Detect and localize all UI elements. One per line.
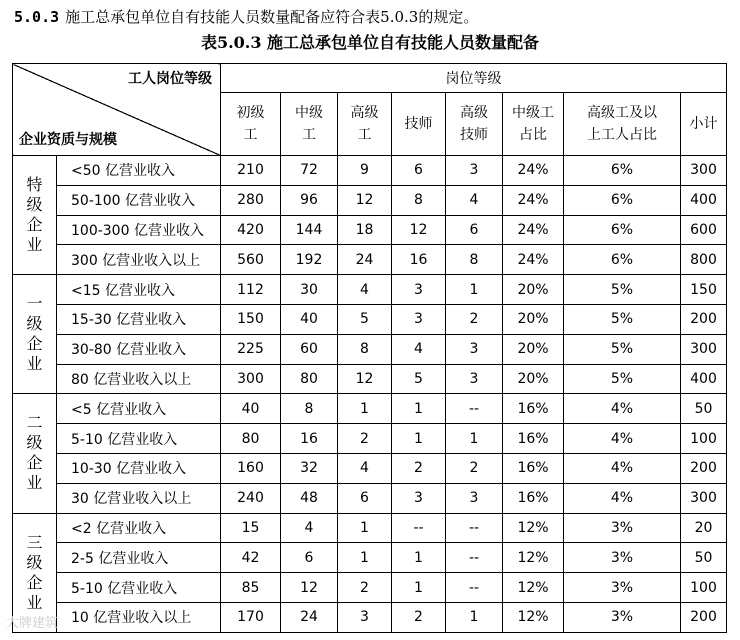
value-cell: -- [446, 573, 503, 603]
value-cell: 1 [446, 602, 503, 632]
table-title: 表5.0.3 施工总承包单位自有技能人员数量配备 [200, 33, 540, 52]
value-cell: 560 [221, 245, 281, 275]
value-cell: 85 [221, 573, 281, 603]
enterprise-grade-char: 级 [26, 314, 43, 334]
value-cell: 3 [392, 304, 446, 334]
enterprise-grade-char: 级 [26, 552, 43, 572]
table-row [13, 513, 727, 543]
value-cell: 6 [446, 215, 503, 245]
value-cell: 6% [564, 156, 681, 186]
value-cell: 2 [446, 304, 503, 334]
value-cell: 2 [338, 573, 392, 603]
value-cell: -- [446, 543, 503, 573]
scale-cell: 2-5 亿营业收入 [57, 543, 221, 573]
value-cell: 24% [503, 245, 564, 275]
value-cell: 1 [446, 424, 503, 454]
value-cell: 200 [681, 304, 727, 334]
diagonal-header-cell [13, 64, 221, 156]
value-cell: -- [392, 513, 446, 543]
value-cell: 200 [681, 453, 727, 483]
scale-cell: 300 亿营业收入以上 [57, 245, 221, 275]
value-cell: 8 [338, 334, 392, 364]
value-cell: 3 [446, 483, 503, 513]
value-cell: 80 [281, 364, 338, 394]
enterprise-grade-cell [13, 275, 57, 394]
value-cell: 20% [503, 275, 564, 305]
value-cell: 16 [281, 424, 338, 454]
enterprise-grade-cell [13, 156, 57, 275]
value-cell: 4% [564, 453, 681, 483]
value-cell: 1 [392, 573, 446, 603]
enterprise-grade-char: 企 [26, 334, 43, 354]
enterprise-grade-char: 一 [26, 294, 43, 314]
enterprise-grade-char: 企 [26, 572, 43, 592]
column-header-line: 初级 [236, 105, 265, 121]
value-cell: 300 [221, 364, 281, 394]
value-cell: 100 [681, 424, 727, 454]
header-worker-grade: 工人岗位等级 [128, 71, 212, 87]
value-cell: 48 [281, 483, 338, 513]
value-cell: 400 [681, 364, 727, 394]
value-cell: 9 [338, 156, 392, 186]
value-cell: 192 [281, 245, 338, 275]
value-cell: 80 [221, 424, 281, 454]
value-cell: 4% [564, 394, 681, 424]
enterprise-grade-char: 企 [26, 453, 43, 473]
value-cell: 4 [392, 334, 446, 364]
value-cell: 5% [564, 304, 681, 334]
value-cell: 1 [446, 275, 503, 305]
enterprise-grade-char: 三 [26, 532, 43, 552]
value-cell: 6 [281, 543, 338, 573]
scale-cell: <15 亿营业收入 [57, 275, 221, 305]
value-cell: 112 [221, 275, 281, 305]
value-cell: 12% [503, 602, 564, 632]
scale-cell: 30 亿营业收入以上 [57, 483, 221, 513]
header-enterprise-scale: 企业资质与规模 [19, 132, 117, 148]
column-header-line: 技师 [460, 127, 488, 143]
value-cell: 42 [221, 543, 281, 573]
value-cell: 300 [681, 334, 727, 364]
table-row [13, 483, 727, 513]
column-header-line: 占比 [519, 127, 547, 143]
scale-cell: <5 亿营业收入 [57, 394, 221, 424]
value-cell: 144 [281, 215, 338, 245]
value-cell: 24% [503, 215, 564, 245]
value-cell: 1 [338, 513, 392, 543]
table-row [13, 424, 727, 454]
value-cell: 300 [681, 156, 727, 186]
column-header-line: 工 [302, 127, 316, 143]
value-cell: 6 [338, 483, 392, 513]
value-cell: 3 [392, 483, 446, 513]
table-row [13, 185, 727, 215]
value-cell: 3 [392, 275, 446, 305]
enterprise-grade-char: 业 [26, 235, 43, 255]
enterprise-grade-char: 级 [26, 195, 43, 215]
clause-text: 施工总承包单位自有技能人员数量配备应符合表5.0.3的规定。 [65, 8, 479, 26]
table-row [13, 453, 727, 483]
value-cell: 3 [338, 602, 392, 632]
table-row [13, 602, 727, 632]
value-cell: 1 [392, 424, 446, 454]
value-cell: 3% [564, 573, 681, 603]
column-header-line: 技师 [404, 116, 433, 132]
value-cell: 160 [221, 453, 281, 483]
scale-cell: 15-30 亿营业收入 [57, 304, 221, 334]
value-cell: 60 [281, 334, 338, 364]
value-cell: 3 [446, 364, 503, 394]
value-cell: 30 [281, 275, 338, 305]
column-header [392, 93, 446, 156]
value-cell: 50 [681, 543, 727, 573]
value-cell: 300 [681, 483, 727, 513]
value-cell: 6 [392, 156, 446, 186]
value-cell: 5% [564, 334, 681, 364]
value-cell: 12 [392, 215, 446, 245]
scale-cell: 30-80 亿营业收入 [57, 334, 221, 364]
intro-paragraph [14, 6, 478, 27]
column-header-line: 中级工 [512, 105, 554, 121]
value-cell: 24 [281, 602, 338, 632]
value-cell: 24 [338, 245, 392, 275]
scale-cell: 5-10 亿营业收入 [57, 424, 221, 454]
watermark: 大牌建筑 [6, 616, 59, 631]
value-cell: 400 [681, 185, 727, 215]
value-cell: 4 [338, 275, 392, 305]
column-header [221, 93, 281, 156]
scale-cell: 10-30 亿营业收入 [57, 453, 221, 483]
value-cell: 12% [503, 513, 564, 543]
enterprise-grade-char: 级 [26, 433, 43, 453]
header-position-grade: 岗位等级 [221, 64, 727, 93]
value-cell: 4% [564, 424, 681, 454]
value-cell: 170 [221, 602, 281, 632]
value-cell: 15 [221, 513, 281, 543]
value-cell: 20% [503, 364, 564, 394]
value-cell: 150 [221, 304, 281, 334]
column-header [338, 93, 392, 156]
table-row [13, 394, 727, 424]
value-cell: 16 [392, 245, 446, 275]
value-cell: 40 [221, 394, 281, 424]
value-cell: 16% [503, 424, 564, 454]
value-cell: 16% [503, 483, 564, 513]
table-body [13, 156, 727, 633]
value-cell: 3 [446, 156, 503, 186]
value-cell: 24% [503, 156, 564, 186]
value-cell: 6% [564, 185, 681, 215]
table-row [13, 156, 727, 186]
value-cell: 16% [503, 453, 564, 483]
scale-cell: 5-10 亿营业收入 [57, 573, 221, 603]
column-header [503, 93, 564, 156]
value-cell: 3 [446, 334, 503, 364]
value-cell: 3% [564, 513, 681, 543]
table-row [13, 573, 727, 603]
column-header-line: 中级 [295, 105, 323, 121]
value-cell: 280 [221, 185, 281, 215]
enterprise-grade-char: 业 [26, 354, 43, 374]
column-header [446, 93, 503, 156]
enterprise-grade-char: 业 [26, 592, 43, 612]
value-cell: 12 [338, 185, 392, 215]
value-cell: 40 [281, 304, 338, 334]
value-cell: 600 [681, 215, 727, 245]
column-header-line: 工 [243, 127, 258, 143]
value-cell: 12% [503, 573, 564, 603]
value-cell: 5% [564, 275, 681, 305]
table-row [13, 543, 727, 573]
value-cell: 8 [281, 394, 338, 424]
value-cell: 100 [681, 573, 727, 603]
table-row [13, 245, 727, 275]
column-header [564, 93, 681, 156]
value-cell: -- [446, 394, 503, 424]
enterprise-grade-cell [13, 394, 57, 513]
value-cell: 3% [564, 602, 681, 632]
value-cell: 1 [392, 394, 446, 424]
value-cell: 420 [221, 215, 281, 245]
value-cell: 210 [221, 156, 281, 186]
value-cell: 4 [281, 513, 338, 543]
value-cell: 6% [564, 215, 681, 245]
value-cell: 12% [503, 543, 564, 573]
scale-cell: 100-300 亿营业收入 [57, 215, 221, 245]
value-cell: 8 [392, 185, 446, 215]
value-cell: 50 [681, 394, 727, 424]
staffing-table [12, 63, 727, 633]
value-cell: 1 [392, 543, 446, 573]
column-header-line: 小计 [689, 116, 718, 132]
value-cell: 2 [446, 453, 503, 483]
value-cell: 96 [281, 185, 338, 215]
column-header-line: 上工人占比 [587, 127, 657, 143]
value-cell: 24% [503, 185, 564, 215]
value-cell: 12 [281, 573, 338, 603]
enterprise-grade-char: 二 [26, 413, 43, 433]
scale-cell: <50 亿营业收入 [57, 156, 221, 186]
value-cell: 3% [564, 543, 681, 573]
enterprise-grade-char: 特 [26, 175, 43, 195]
column-header [281, 93, 338, 156]
value-cell: 18 [338, 215, 392, 245]
value-cell: 2 [338, 424, 392, 454]
column-header-line: 高级工及以 [587, 105, 657, 121]
value-cell: -- [446, 513, 503, 543]
value-cell: 5% [564, 364, 681, 394]
column-header-line: 高级 [460, 105, 488, 121]
value-cell: 1 [338, 394, 392, 424]
clause-number: 5.0.3 [14, 8, 60, 26]
table-row [13, 304, 727, 334]
value-cell: 72 [281, 156, 338, 186]
column-header-line: 高级 [350, 105, 379, 121]
value-cell: 20 [681, 513, 727, 543]
enterprise-grade-char: 企 [26, 215, 43, 235]
table-row [13, 364, 727, 394]
table-row [13, 215, 727, 245]
scale-cell: 50-100 亿营业收入 [57, 185, 221, 215]
value-cell: 12 [338, 364, 392, 394]
value-cell: 20% [503, 304, 564, 334]
value-cell: 1 [338, 543, 392, 573]
enterprise-grade-char: 业 [26, 473, 43, 493]
value-cell: 2 [392, 602, 446, 632]
value-cell: 200 [681, 602, 727, 632]
value-cell: 240 [221, 483, 281, 513]
table-row [13, 334, 727, 364]
value-cell: 225 [221, 334, 281, 364]
value-cell: 150 [681, 275, 727, 305]
value-cell: 32 [281, 453, 338, 483]
table-row [13, 275, 727, 305]
column-header-line: 工 [357, 127, 372, 143]
value-cell: 8 [446, 245, 503, 275]
value-cell: 16% [503, 394, 564, 424]
value-cell: 4% [564, 483, 681, 513]
value-cell: 5 [338, 304, 392, 334]
value-cell: 6% [564, 245, 681, 275]
value-cell: 4 [446, 185, 503, 215]
column-header [681, 93, 727, 156]
scale-cell: <2 亿营业收入 [57, 513, 221, 543]
scale-cell: 10 亿营业收入以上 [57, 602, 221, 632]
scale-cell: 80 亿营业收入以上 [57, 364, 221, 394]
value-cell: 4 [338, 453, 392, 483]
value-cell: 800 [681, 245, 727, 275]
value-cell: 5 [392, 364, 446, 394]
value-cell: 2 [392, 453, 446, 483]
value-cell: 20% [503, 334, 564, 364]
